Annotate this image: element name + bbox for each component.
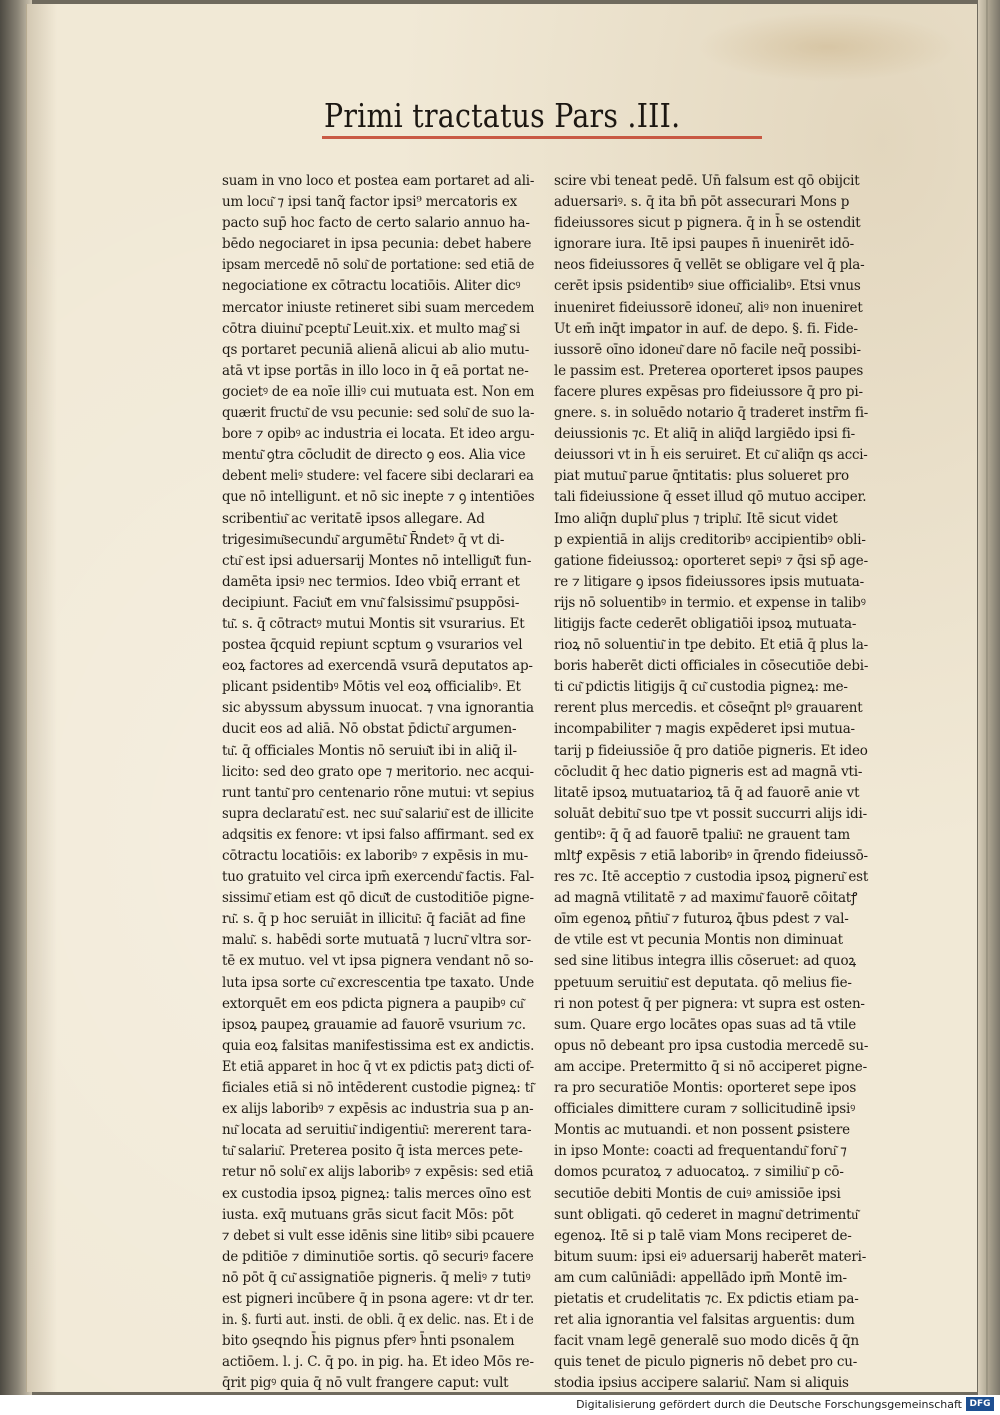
left-column-line: tuo gratuito vel circa ipm̄ exercendu͂ factis. Fal-: [222, 869, 535, 886]
right-column-line: opus nō debeant pro ipsa custodia mercedē su-: [554, 1037, 869, 1054]
left-column-line: qs portaret pecuniā alienā alicui ab alio mutu-: [222, 341, 530, 358]
right-column-line: rioꝝ nō soluentiu͂ in tpe debito. Et etiā q̄ plus la-: [554, 637, 869, 654]
left-column-line: adqsitis ex fenore: vt ipsi falso affirmant. sed ex: [222, 826, 534, 843]
left-column-line: licito: sed deo grato ope ⁊ meritorio. nec acqui-: [222, 763, 534, 780]
right-column-line: ret alia ignorantia vel falsitas arguentis: dum: [554, 1312, 855, 1329]
right-column-line: rerent plus mercedis. et cōseq̄nt plꝰ grauarent: [554, 700, 863, 717]
right-column-line: fideiussores sicut p pignera. q̄ in h̄ se ostendit: [554, 215, 861, 232]
left-column-line: retur nō solu͂ ex alijs laboribꝰ ⁊ expēsis: sed etiā: [222, 1164, 534, 1181]
left-column-line: iusta. exq̄ mutuans grās sicut facit Mōs: pōt: [222, 1206, 514, 1223]
left-column-line: decipiunt. Faciu͂t em vnu͂ falsissimu͂ psuppōsi-: [222, 594, 520, 611]
right-column-line: secutiōe debiti Montis de cuiꝰ amissiōe ipsi: [554, 1185, 841, 1202]
left-column-line: in. §. furti aut. insti. de obli. q̄ ex delic. nas. Et i de: [222, 1312, 534, 1329]
right-column-line: ti cu͂ pdictis litigijs q̄ cu͂ custodia pigneꝝ: me-: [554, 679, 848, 696]
right-column-line: Imo aliq̄n duplu͂ plus ⁊ triplu͂. Itē sicut videt: [554, 510, 838, 527]
right-column-line: litigijs facte cederēt obligatiōi ipsoꝝ mutuata-: [554, 615, 857, 632]
left-column-line: actiōem. l. j. C. q̄ po. in pig. ha. Et ideo Mōs re-: [222, 1354, 534, 1371]
right-column-line: am cum calūniādi: appellādo ipm̄ Montē im-: [554, 1269, 847, 1286]
left-column-line: extorquēt em eos pdicta pignera a paupibꝰ cu͂: [222, 995, 524, 1012]
right-column-line: ignorare iura. Itē ipsi paupes n̄ inuenirēt idō-: [554, 236, 854, 253]
right-column-line: tarij p fideiussiōe q̄ pro datiōe pigneris. Et ideo: [554, 742, 868, 759]
right-column-line: cōcludit q̄ hec datio pigneris est ad magnā vti-: [554, 763, 863, 780]
left-column-line: postea q̄cquid repiunt scptum ꝯ vsurarios vel: [222, 637, 523, 654]
left-column-line: nō pōt q̄ cu͂ assignatiōe pigneris. q̄ meliꝰ ⁊ tutiꝰ: [222, 1269, 531, 1286]
right-column-line: soluāt debitu͂ suo tpe vt possit succurri alijs idi-: [554, 805, 867, 822]
right-column-line: deiussori vt in h̄ eis seruiret. Et cu͂ aliq̄n qs acci-: [554, 447, 868, 464]
left-column-line: negociatione ex cōtractu locatiōis. Aliter dicꝰ: [222, 278, 521, 295]
left-column-line: bēdo negociaret in ipsa pecunia: debet habere: [222, 236, 532, 253]
left-column-line: trigesimu͂secundu͂ argumētu͂ R̄ndetꝰ q̄ vt di-: [222, 531, 505, 548]
right-column-line: ad magnā vtilitatē ⁊ ad maximu͂ fauorē cōitatꝭ: [554, 890, 858, 907]
right-column-line: am accipe. Pretermitto q̄ si nō acciperet pigne-: [554, 1058, 867, 1075]
left-column-line: ficiales etiā si nō intēderent custodie pigneꝝ: ti͂: [222, 1080, 534, 1097]
right-text-column: [554, 171, 868, 1394]
left-column-line: bito ꝯseqndo h̄is pignus pferꝰ h̄nti psonalem: [222, 1333, 515, 1350]
left-column-line: est pigneri incūbere q̄ in psona agere: vt dr ter.: [222, 1290, 535, 1307]
left-column-line: tu͂ salariu͂. Preterea posito q̄ ista merces pete-: [222, 1143, 523, 1160]
left-column-line: mentu͂ ꝯtra cōcludit de directo ꝯ eos. Alia vice: [222, 447, 526, 464]
right-column-line: aduersariꝰ. s. q̄ ita bn̄ pōt assecurari Mons p: [554, 194, 850, 211]
left-column-line: quærit fructu͂ de vsu pecunie: sed solu͂ de suo la-: [222, 405, 535, 422]
right-column-line: officiales dimittere curam ⁊ sollicitudinē ipsiꝰ: [554, 1101, 856, 1118]
left-column-line: runt tantu͂ pro centenario rōne mutui: vt sepius: [222, 784, 535, 801]
right-column-line: facit vnam legē generalē suo modo dicēs q̄ q̄n: [554, 1333, 859, 1350]
left-column-line: pacto sup̄ hoc facto de certo salario annuo ha-: [222, 215, 530, 232]
left-column-line: de pditiōe ⁊ diminutiōe sortis. qō securiꝰ facere: [222, 1248, 534, 1265]
left-column-line: ipsam mercedē nō solu͂ de portatione: sed etiā de: [222, 257, 535, 274]
left-column-line: plicant psidentibꝰ Mōtis vel eoꝝ officialibꝰ. Et: [222, 679, 521, 696]
right-column-line: neos fideiussores q̄ vellēt se obligare vel q̄ pla-: [554, 257, 865, 274]
running-header: [322, 96, 772, 142]
right-column-line: in ipso Monte: coacti ad frequentandu͂ foru͂ ⁊: [554, 1143, 847, 1160]
funding-credit: Digitalisierung gefördert durch die Deutsche Forschungsgemeinschaft: [576, 1398, 962, 1411]
right-column-line: ppetuum seruitiu͂ est deputata. qō melius fie-: [554, 974, 852, 991]
right-column-line: Ut em̄ inq̄t imꝑator in auf. de depo. §. fi. Fide-: [554, 320, 858, 337]
right-column-line: domos pcuratoꝝ ⁊ aduocatoꝝ. ⁊ similiu͂ p cō-: [554, 1164, 844, 1181]
left-column-line: que nō intelligunt. et nō sic inepte ⁊ ꝯ intentiōes: [222, 489, 535, 506]
left-column-line: sissimu͂ etiam est qō dicu͂t de custoditiōe pigne-: [222, 890, 534, 907]
left-column-line: cōtractu locatiōis: ex laboribꝰ ⁊ expēsis in mu-: [222, 848, 528, 864]
left-column-line: ru͂. s. q̄ p hoc seruiāt in illicitu͂: q̄ faciāt ad fine: [222, 911, 526, 928]
right-column-line: res ⁊c. Itē acceptio ⁊ custodia ipsoꝝ pigneru͂ est: [554, 869, 869, 886]
right-column-line: ra pro securatiōe Montis: oporteret sepe ipos: [554, 1080, 857, 1097]
left-column-line: luta ipsa sorte cu͂ excrescentia tpe taxato. Unde: [222, 974, 535, 991]
left-column-line: ctu͂ est ipsi aduersarij Montes nō intelligu͂t fun-: [222, 552, 532, 569]
right-column-line: Montis ac mutuandi. et non possent ꝑsistere: [554, 1122, 850, 1139]
left-column-line: ducit eos ad aliā. Nō obstat p̄dictu͂ argumen-: [222, 721, 517, 738]
right-column-line: re ⁊ litigare ꝯ ipsos fideiussores ipsis mutuata-: [554, 573, 864, 590]
left-column-line: ex custodia ipsoꝝ pigneꝝ: talis merces oīno est: [222, 1185, 531, 1202]
right-column-line: sed sine litibus integra illis cōseruet: ad quoꝝ: [554, 953, 857, 970]
right-column-line: boris haberēt dicti officiales in cōsecutiōe debi-: [554, 658, 869, 675]
left-column-line: tu͂. s. q̄ cōtractꝰ mutui Montis sit vsurarius. Et: [222, 615, 525, 632]
page-edge-stack: [978, 0, 1000, 1395]
right-column-line: inueniret fideiussorē idoneu͂, aliꝰ non inueniret: [554, 299, 863, 316]
footer-bar: [0, 1395, 1000, 1415]
right-column-line: incompabiliter ⁊ magis expēderet ipsi mutua-: [554, 721, 855, 738]
left-column-line: q̄rit pigꝰ quia q̄ nō vult frangere caput: vult: [222, 1375, 509, 1392]
left-column-line: um locu͂ ⁊ ipsi tanq̃ factor ipsi⁹ mercatoris ex: [222, 194, 518, 211]
right-column-line: quis tenet de piculo pigneris nō debet pro cu-: [554, 1354, 858, 1371]
left-column-line: damēta ipsiꝰ nec termios. Ideo vbiq̄ errant et: [222, 573, 520, 590]
right-column-line: deiussionis ⁊c. Et aliq̄ in aliq̄d largiēdo ipsi fi-: [554, 426, 855, 443]
left-column-line: malu͂. s. habēdi sorte mutuatā ⁊ lucru͂ vltra sor-: [222, 932, 531, 949]
left-column-line: cōtra diuinu͂ pceptu͂ Leuit.xix. et multo mag͂ si: [222, 320, 521, 337]
right-column-line: gentibꝰ: q̄ q̄ ad fauorē tpaliu͂: ne grauent tam: [554, 826, 850, 843]
right-column-line: stodia ipsius accipere salariu͂. Nam si aliquis: [554, 1375, 849, 1392]
left-column-line: tē ex mutuo. vel vt ipsa pignera vendant nō so-: [222, 953, 534, 970]
right-column-line: cerēt ipsis psidentibꝰ siue officialibꝰ. Etsi vnus: [554, 278, 861, 295]
right-column-line: scire vbi teneat pedē. Un̄ falsum est qō obijcit: [554, 173, 860, 189]
right-column-line: iussorē oīno idoneu͂ dare nō facile neq̄ possibi-: [554, 341, 861, 358]
dfg-logo: DFG: [966, 1397, 994, 1411]
left-column-line: debent meliꝰ studere: vel facere sibi declarari ea: [222, 468, 534, 485]
left-column-line: quia eoꝝ falsitas manifestissima est ex andictis.: [222, 1037, 535, 1054]
left-column-line: ipsoꝝ paupeꝝ grauamie ad fauorē vsurium ⁊c.: [222, 1016, 526, 1033]
right-column-line: litatē ipsoꝝ mutuatarioꝝ tā q̄ ad fauorē anie vt: [554, 784, 860, 801]
left-column-line: atā vt ipse portās in illo loco in q̄ eā portat ne-: [222, 362, 529, 379]
left-column-line: suam in vno loco et postea eam portaret ad ali-: [222, 173, 535, 189]
right-column-line: de vtile est vt pecunia Montis non diminuat: [554, 932, 843, 949]
header-title: Primi tractatus Pars .III.: [324, 96, 681, 135]
left-column-line: ⁊ debet si vult esse idēnis sine litibꝰ sibi pcauere: [222, 1227, 535, 1244]
right-column-line: gnere. s. in soluēdo notario q̄ traderet instr̄m fi-: [554, 405, 869, 422]
left-column-line: sic abyssum abyssum inuocat. ⁊ vna ignorantia: [222, 700, 534, 717]
right-column-line: egenoꝝ. Itē si p talē viam Mons reciperet de-: [554, 1227, 852, 1244]
left-column-line: scribentiu͂ ac veritatē ipsos allegare. Ad: [222, 510, 485, 527]
right-column-line: pietatis et crudelitatis ⁊c. Ex pdictis etiam pa-: [554, 1290, 859, 1307]
right-column-line: rijs nō soluentibꝰ in termio. et expense in talibꝰ: [554, 594, 866, 611]
right-column-line: le passim est. Preterea oporteret ipsos paupes: [554, 362, 864, 379]
right-column-line: sunt obligati. qō cederet in magnu͂ detrimentu͂: [554, 1206, 858, 1223]
left-column-line: Et etiā apparet in hoc q̄ vt ex pdictis patꝫ dicti of-: [222, 1058, 534, 1075]
right-column-line: oīm egenoꝝ pn̄tiu͂ ⁊ futuroꝝ q̄bus pdest ⁊ val-: [554, 911, 849, 928]
left-column-line: supra declaratu͂ est. nec suu͂ salariu͂ est de illicite: [222, 805, 534, 822]
rubrication-stroke: [322, 136, 762, 139]
right-column-line: p expientiā in alijs creditoribꝰ accipientibꝰ obli-: [554, 531, 866, 548]
left-column-line: ex alijs laboribꝰ ⁊ expēsis ac industria sua p an-: [222, 1101, 534, 1118]
right-column-line: tali fideiussione q̄ esset illud qō mutuo acciper.: [554, 489, 867, 506]
right-column-line: ri non potest q̄ per pignera: vt supra est osten-: [554, 995, 865, 1012]
left-column-line: nu͂ locata ad seruitiu͂ indigentiu͂: mererent tara-: [222, 1122, 532, 1139]
right-column-line: mltꝭ expēsis ⁊ etiā laboribꝰ in q̄rendo fideiussō-: [554, 848, 868, 864]
right-column-line: facere plures expēsas pro fideiussore q̄ pro pi-: [554, 383, 863, 400]
paper-stain: [697, 12, 957, 82]
left-column-line: eoꝝ factores ad exercendā vsurā deputatos ap-: [222, 658, 533, 675]
right-column-line: sum. Quare ergo locātes opas suas ad tā vtile: [554, 1016, 857, 1033]
left-column-line: bore ⁊ opibꝰ ac industria ei locata. Et ideo argu-: [222, 426, 535, 443]
left-column-line: gocietꝰ de ea noīe illiꝰ cui mutuata est. Non em: [222, 383, 535, 400]
right-column-line: gatione fideiussoꝝ: oporteret sepiꝰ ⁊ q̄si sp̄ age-: [554, 552, 868, 569]
right-column-line: piat mutuu͂ parue q̄ntitatis: plus solueret pro: [554, 468, 849, 485]
left-column-line: tu͂. q̄ officiales Montis nō seruiu͂t ibi in aliq̄ il-: [222, 742, 517, 759]
right-column-line: bitum suum: ipsi eiꝰ aduersarij haberēt materi-: [554, 1248, 867, 1265]
left-column-line: mercator iniuste retineret sibi suam mercedem: [222, 299, 535, 316]
left-text-column: [222, 171, 534, 1394]
